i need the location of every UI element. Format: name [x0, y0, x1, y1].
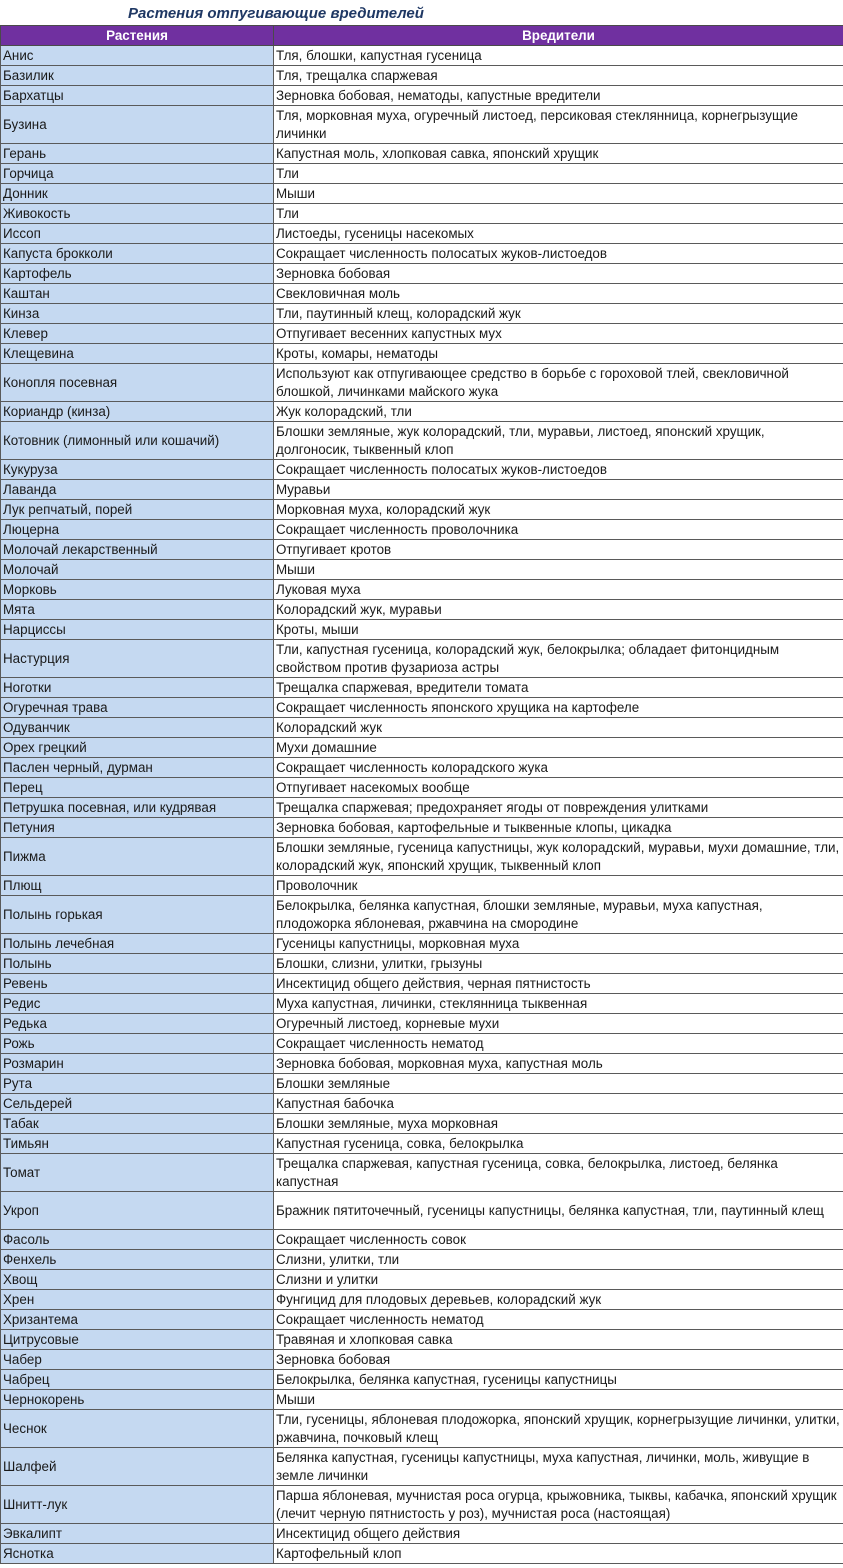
pests-cell: Блошки земляные — [274, 1074, 843, 1094]
pests-cell: Муха капустная, личинки, стеклянница тыквенная — [274, 994, 843, 1014]
table-row — [1, 896, 843, 934]
table-row — [1, 264, 843, 284]
plant-cell: Рожь — [1, 1034, 274, 1054]
plant-cell: Каштан — [1, 284, 274, 304]
pests-cell: Колорадский жук — [274, 718, 843, 738]
pests-cell: Листоеды, гусеницы насекомых — [274, 224, 843, 244]
plant-cell: Хрен — [1, 1290, 274, 1310]
table-row — [1, 1114, 843, 1134]
plant-cell: Редис — [1, 994, 274, 1014]
table-row — [1, 540, 843, 560]
plant-cell: Пижма — [1, 838, 274, 876]
table-row — [1, 640, 843, 678]
plant-cell: Фенхель — [1, 1250, 274, 1270]
page-title: Растения отпугивающие вредителей — [128, 5, 424, 22]
table-row — [1, 324, 843, 344]
column-header-plants: Растения — [1, 26, 274, 46]
plant-cell: Донник — [1, 184, 274, 204]
table-row — [1, 718, 843, 738]
pests-cell: Бражник пятиточечный, гусеницы капустницы, белянка капустная, тли, паутинный клещ — [274, 1192, 843, 1230]
plant-cell: Полынь лечебная — [1, 934, 274, 954]
table-row — [1, 620, 843, 640]
pests-cell: Колорадский жук, муравьи — [274, 600, 843, 620]
plant-cell: Бузина — [1, 106, 274, 144]
table-row — [1, 520, 843, 540]
plant-cell: Иссоп — [1, 224, 274, 244]
table-row — [1, 1390, 843, 1410]
table-body — [1, 46, 843, 1564]
table-row — [1, 1034, 843, 1054]
pests-cell: Отпугивает насекомых вообще — [274, 778, 843, 798]
plant-cell: Кинза — [1, 304, 274, 324]
table-row — [1, 1134, 843, 1154]
table-row — [1, 1448, 843, 1486]
pests-cell: Огуречный листоед, корневые мухи — [274, 1014, 843, 1034]
plant-cell: Клещевина — [1, 344, 274, 364]
table-row — [1, 106, 843, 144]
plant-cell: Герань — [1, 144, 274, 164]
pests-cell: Фунгицид для плодовых деревьев, колорадский жук — [274, 1290, 843, 1310]
table-row — [1, 1370, 843, 1390]
plant-cell: Петрушка посевная, или кудрявая — [1, 798, 274, 818]
table-row — [1, 678, 843, 698]
table-row — [1, 402, 843, 422]
pests-cell: Гусеницы капустницы, морковная муха — [274, 934, 843, 954]
pests-cell: Тля, морковная муха, огуречный листоед, персиковая стеклянница, корнегрызущие личинки — [274, 106, 843, 144]
table-row — [1, 738, 843, 758]
plant-cell: Чеснок — [1, 1410, 274, 1448]
pests-cell: Блошки земляные, гусеница капустницы, жук колорадский, муравьи, мухи домашние, тли, колорадский жук, японский хрущик, тыквенный клоп — [274, 838, 843, 876]
plant-cell: Шалфей — [1, 1448, 274, 1486]
plant-cell: Яснотка — [1, 1544, 274, 1564]
plant-cell: Орех грецкий — [1, 738, 274, 758]
plant-cell: Лук репчатый, порей — [1, 500, 274, 520]
table-row — [1, 184, 843, 204]
pests-cell: Тля, трещалка спаржевая — [274, 66, 843, 86]
plant-cell: Тимьян — [1, 1134, 274, 1154]
table-row — [1, 304, 843, 324]
pests-cell: Капустная бабочка — [274, 1094, 843, 1114]
plant-cell: Настурция — [1, 640, 274, 678]
plant-cell: Сельдерей — [1, 1094, 274, 1114]
plant-cell: Эвкалипт — [1, 1524, 274, 1544]
pests-cell: Травяная и хлопковая савка — [274, 1330, 843, 1350]
plant-cell: Огуречная трава — [1, 698, 274, 718]
plant-cell: Бархатцы — [1, 86, 274, 106]
table-row — [1, 284, 843, 304]
plant-cell: Кориандр (кинза) — [1, 402, 274, 422]
plant-cell: Ревень — [1, 974, 274, 994]
table-row — [1, 698, 843, 718]
plant-cell: Горчица — [1, 164, 274, 184]
pests-cell: Блошки земляные, муха морковная — [274, 1114, 843, 1134]
pests-cell: Свекловичная моль — [274, 284, 843, 304]
pests-cell: Тли, паутинный клещ, колорадский жук — [274, 304, 843, 324]
pests-cell: Инсектицид общего действия — [274, 1524, 843, 1544]
plant-cell: Табак — [1, 1114, 274, 1134]
pests-cell: Тли — [274, 204, 843, 224]
plant-cell: Ноготки — [1, 678, 274, 698]
table-header-row — [1, 26, 843, 46]
table-row — [1, 1486, 843, 1524]
pests-cell: Сокращает численность колорадского жука — [274, 758, 843, 778]
pests-cell: Белянка капустная, гусеницы капустницы, муха капустная, личинки, моль, живущие в земле личинки — [274, 1448, 843, 1486]
pests-cell: Используют как отпугивающее средство в борьбе с гороховой тлей, свекловичной блошкой, личинками майского жука — [274, 364, 843, 402]
table-row — [1, 818, 843, 838]
pests-cell: Сокращает численность японского хрущика на картофеле — [274, 698, 843, 718]
plant-cell: Рута — [1, 1074, 274, 1094]
table-row — [1, 46, 843, 66]
pests-cell: Зерновка бобовая — [274, 1350, 843, 1370]
pests-cell: Кроты, мыши — [274, 620, 843, 640]
pests-cell: Проволочник — [274, 876, 843, 896]
pests-cell: Тля, блошки, капустная гусеница — [274, 46, 843, 66]
pests-cell: Белокрылка, белянка капустная, блошки земляные, муравьи, муха капустная, плодожорка яблоневая, ржавчина на смородине — [274, 896, 843, 934]
plant-cell: Капуста брокколи — [1, 244, 274, 264]
plant-cell: Молочай лекарственный — [1, 540, 274, 560]
table-row — [1, 1250, 843, 1270]
pests-cell: Отпугивает кротов — [274, 540, 843, 560]
pests-cell: Слизни, улитки, тли — [274, 1250, 843, 1270]
plant-cell: Котовник (лимонный или кошачий) — [1, 422, 274, 460]
pests-cell: Парша яблоневая, мучнистая роса огурца, крыжовника, тыквы, кабачка, японский хрущик (лечит черную пятнистость у роз), мучнистая роса (настоящая) — [274, 1486, 843, 1524]
plant-cell: Морковь — [1, 580, 274, 600]
table-row — [1, 1310, 843, 1330]
table-row — [1, 974, 843, 994]
table-row — [1, 1330, 843, 1350]
table-row — [1, 876, 843, 896]
plant-cell: Хризантема — [1, 1310, 274, 1330]
table-row — [1, 480, 843, 500]
plant-cell: Чабер — [1, 1350, 274, 1370]
plant-cell: Томат — [1, 1154, 274, 1192]
pests-cell: Морковная муха, колорадский жук — [274, 500, 843, 520]
plant-cell: Паслен черный, дурман — [1, 758, 274, 778]
plant-cell: Клевер — [1, 324, 274, 344]
pests-cell: Капустная гусеница, совка, белокрылка — [274, 1134, 843, 1154]
pests-cell: Тли, гусеницы, яблоневая плодожорка, японский хрущик, корнегрызущие личинки, улитки, ржавчина, почковый клещ — [274, 1410, 843, 1448]
plant-cell: Чернокорень — [1, 1390, 274, 1410]
pests-cell: Сокращает численность проволочника — [274, 520, 843, 540]
pests-cell: Сокращает численность совок — [274, 1230, 843, 1250]
table-row — [1, 164, 843, 184]
plant-cell: Базилик — [1, 66, 274, 86]
pests-cell: Муравьи — [274, 480, 843, 500]
table-row — [1, 994, 843, 1014]
plant-cell: Редька — [1, 1014, 274, 1034]
plant-cell: Петуния — [1, 818, 274, 838]
plant-cell: Живокость — [1, 204, 274, 224]
table-row — [1, 144, 843, 164]
table-row — [1, 86, 843, 106]
column-header-pests: Вредители — [274, 26, 843, 46]
table-row — [1, 560, 843, 580]
table-row — [1, 1524, 843, 1544]
pests-cell: Картофельный клоп — [274, 1544, 843, 1564]
table-row — [1, 364, 843, 402]
plant-cell: Чабрец — [1, 1370, 274, 1390]
table-row — [1, 460, 843, 480]
pests-cell: Трещалка спаржевая, капустная гусеница, совка, белокрылка, листоед, белянка капустная — [274, 1154, 843, 1192]
table-row — [1, 224, 843, 244]
table-row — [1, 1544, 843, 1564]
pests-cell: Тли — [274, 164, 843, 184]
pests-cell: Мухи домашние — [274, 738, 843, 758]
pests-cell: Капустная моль, хлопковая савка, японский хрущик — [274, 144, 843, 164]
table-row — [1, 1192, 843, 1230]
pests-cell: Зерновка бобовая, морковная муха, капустная моль — [274, 1054, 843, 1074]
pests-cell: Зерновка бобовая — [274, 264, 843, 284]
pests-cell: Сокращает численность нематод — [274, 1310, 843, 1330]
pests-table — [0, 25, 843, 1564]
table-row — [1, 1154, 843, 1192]
pests-cell: Зерновка бобовая, нематоды, капустные вредители — [274, 86, 843, 106]
plant-cell: Кукуруза — [1, 460, 274, 480]
table-row — [1, 580, 843, 600]
table-row — [1, 344, 843, 364]
plant-cell: Молочай — [1, 560, 274, 580]
pests-cell: Слизни и улитки — [274, 1270, 843, 1290]
pests-cell: Кроты, комары, нематоды — [274, 344, 843, 364]
pests-cell: Белокрылка, белянка капустная, гусеницы капустницы — [274, 1370, 843, 1390]
plant-cell: Полынь — [1, 954, 274, 974]
table-row — [1, 1270, 843, 1290]
table-row — [1, 838, 843, 876]
table-row — [1, 422, 843, 460]
table-row — [1, 758, 843, 778]
plant-cell: Нарциссы — [1, 620, 274, 640]
pests-cell: Зерновка бобовая, картофельные и тыквенные клопы, цикадка — [274, 818, 843, 838]
pests-cell: Отпугивает весенних капустных мух — [274, 324, 843, 344]
plant-cell: Полынь горькая — [1, 896, 274, 934]
plant-cell: Одуванчик — [1, 718, 274, 738]
plant-cell: Анис — [1, 46, 274, 66]
pests-cell: Трещалка спаржевая, вредители томата — [274, 678, 843, 698]
table-row — [1, 66, 843, 86]
pests-cell: Трещалка спаржевая; предохраняет ягоды от повреждения улитками — [274, 798, 843, 818]
plant-cell: Конопля посевная — [1, 364, 274, 402]
pests-cell: Мыши — [274, 560, 843, 580]
table-row — [1, 798, 843, 818]
pests-cell: Инсектицид общего действия, черная пятнистость — [274, 974, 843, 994]
table-row — [1, 1230, 843, 1250]
pests-cell: Блошки, слизни, улитки, грызуны — [274, 954, 843, 974]
plant-cell: Хвощ — [1, 1270, 274, 1290]
table-row — [1, 1074, 843, 1094]
pests-cell: Сокращает численность полосатых жуков-листоедов — [274, 244, 843, 264]
pests-cell: Жук колорадский, тли — [274, 402, 843, 422]
plant-cell: Шнитт-лук — [1, 1486, 274, 1524]
pests-cell: Мыши — [274, 184, 843, 204]
pests-cell: Мыши — [274, 1390, 843, 1410]
table-row — [1, 600, 843, 620]
plant-cell: Картофель — [1, 264, 274, 284]
pests-cell: Сокращает численность нематод — [274, 1034, 843, 1054]
table-row — [1, 1290, 843, 1310]
plant-cell: Люцерна — [1, 520, 274, 540]
pests-cell: Тли, капустная гусеница, колорадский жук, белокрылка; обладает фитонцидным свойством против фузариоза астры — [274, 640, 843, 678]
table-row — [1, 954, 843, 974]
pests-cell: Луковая муха — [274, 580, 843, 600]
table-row — [1, 1410, 843, 1448]
pests-cell: Блошки земляные, жук колорадский, тли, муравьи, листоед, японский хрущик, долгоносик, тыквенный клоп — [274, 422, 843, 460]
plant-cell: Розмарин — [1, 1054, 274, 1074]
table-row — [1, 1350, 843, 1370]
plant-cell: Цитрусовые — [1, 1330, 274, 1350]
plant-cell: Укроп — [1, 1192, 274, 1230]
table-row — [1, 1054, 843, 1074]
plant-cell: Перец — [1, 778, 274, 798]
table-row — [1, 1094, 843, 1114]
table-row — [1, 204, 843, 224]
plant-cell: Плющ — [1, 876, 274, 896]
table-row — [1, 1014, 843, 1034]
plant-cell: Мята — [1, 600, 274, 620]
plant-cell: Лаванда — [1, 480, 274, 500]
table-row — [1, 934, 843, 954]
table-row — [1, 778, 843, 798]
table-row — [1, 244, 843, 264]
table-row — [1, 500, 843, 520]
plant-cell: Фасоль — [1, 1230, 274, 1250]
pests-cell: Сокращает численность полосатых жуков-листоедов — [274, 460, 843, 480]
